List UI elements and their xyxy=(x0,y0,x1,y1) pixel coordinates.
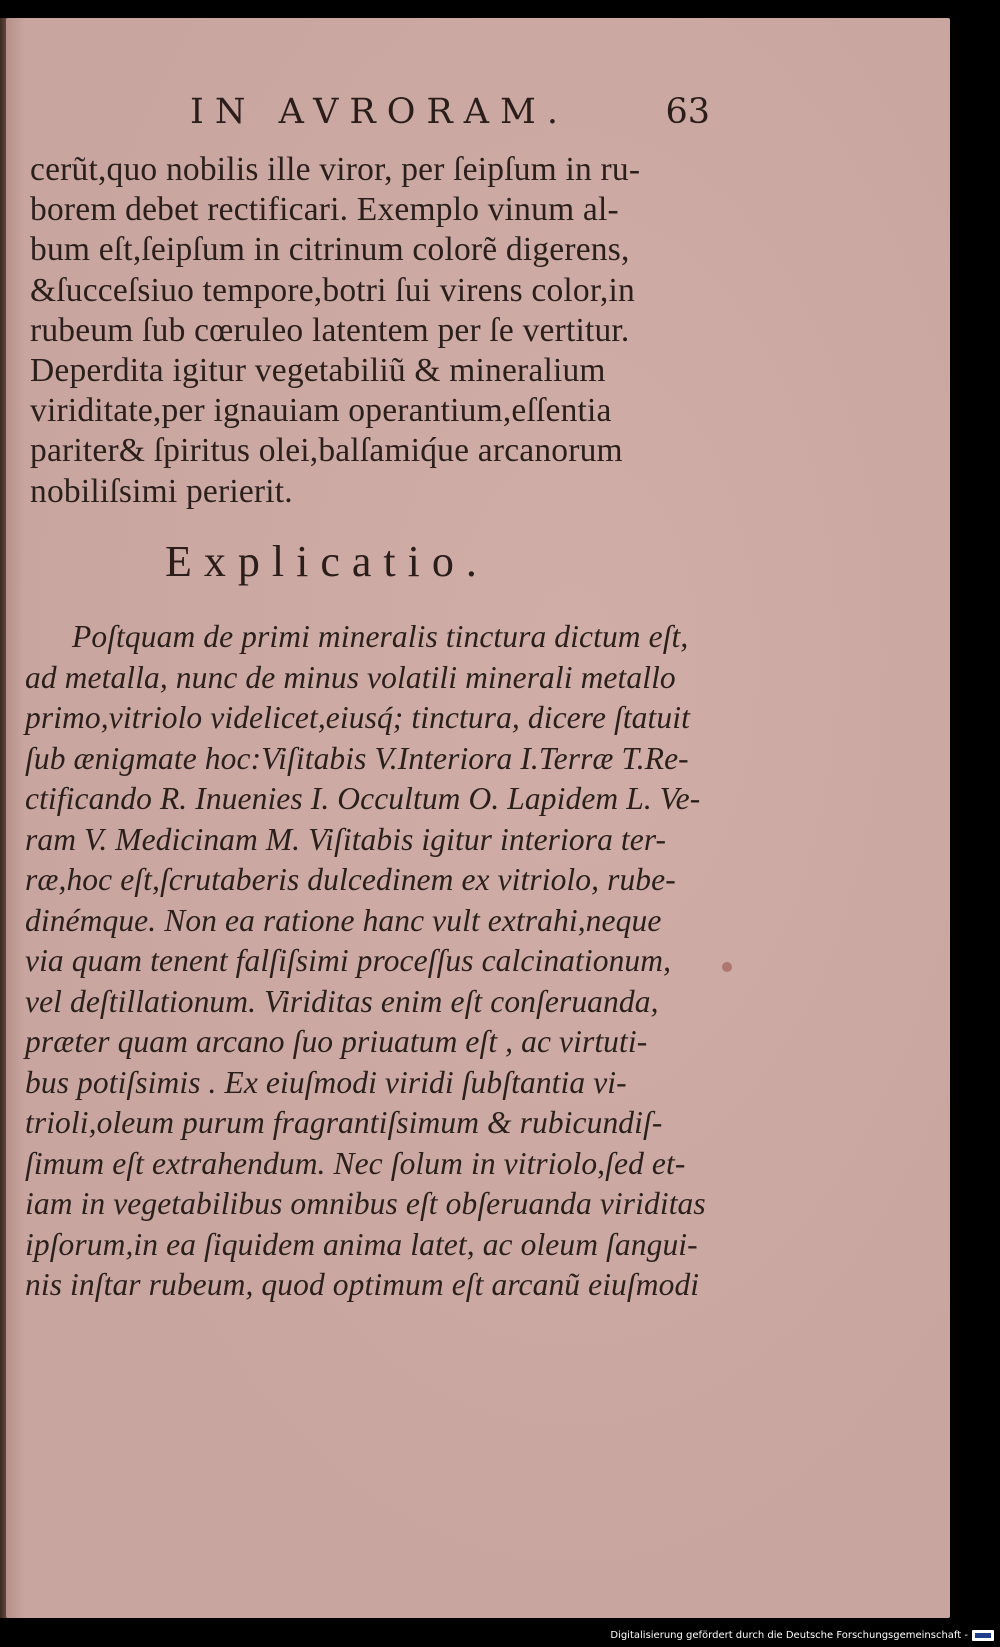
text-line: ræ,hoc eſt,ſcrutaberis dulcedinem ex vitriolo, rube- xyxy=(25,862,676,897)
text-line: præter quam arcano ſuo priuatum eſt , ac virtuti- xyxy=(25,1024,648,1059)
text-line: pariter& ſpiritus olei,balſamiq́ue arcanorum xyxy=(30,432,623,470)
text-line: ad metalla, nunc de minus volatili minerali metallo xyxy=(25,659,676,695)
running-title: IN AVRORAM. xyxy=(190,92,570,132)
text-line: borem debet rectificari. Exemplo vinum al- xyxy=(30,191,619,229)
text-line: bum eſt,ſeipſum in citrinum colorẽ digerens, xyxy=(30,231,630,269)
text-line: rubeum ſub cœruleo latentem per ſe vertitur. xyxy=(30,311,630,349)
text-line: nobiliſsimi perierit. xyxy=(30,472,293,510)
page-number: 63 xyxy=(665,92,710,132)
text-line: bus potiſsimis . Ex eiuſmodi viridi ſubſtantia vi- xyxy=(25,1064,627,1100)
text-line: nis inſtar rubeum, quod optimum eſt arcanũ eiuſmodi xyxy=(25,1267,700,1302)
text-line: primo,vitriolo videlicet,eiusq́; tinctura, dicere ſtatuit xyxy=(25,700,690,735)
text-line: ram V. Medicinam M. Viſitabis igitur interiora ter- xyxy=(25,821,667,857)
text-line: ipſorum,in ea ſiquidem anima latet, ac oleum ſangui- xyxy=(25,1226,698,1262)
credit-text: Digitalisierung gefördert durch die Deutsche Forschungsgemeinschaft - xyxy=(610,1629,968,1641)
main-text-block xyxy=(30,150,720,512)
dfg-logo-icon xyxy=(972,1630,994,1641)
text-line: trioli,oleum purum fragrantiſsimum & rubicundiſ- xyxy=(25,1105,663,1140)
text-line: iam in vegetabilibus omnibus eſt obſeruanda viriditas xyxy=(25,1186,706,1221)
section-heading: Explicatio. xyxy=(165,537,489,586)
text-line: ctificando R. Inuenies I. Occultum O. Lapidem L. Ve- xyxy=(25,781,701,816)
text-line: Deperdita igitur vegetabiliũ & mineralium xyxy=(30,352,606,390)
text-line: dinémque. Non ea ratione hanc vult extrahi,neque xyxy=(25,902,662,938)
text-line: via quam tenent falſiſsimi proceſſus calcinationum, xyxy=(25,943,672,978)
running-head xyxy=(190,92,710,136)
text-line: cerũt,quo nobilis ille viror, per ſeipſum in ru- xyxy=(30,151,641,188)
explicatio-text-block xyxy=(25,617,715,1306)
text-line: viriditate,per ignauiam operantium,eſſentia xyxy=(30,392,612,430)
text-line: ſimum eſt extrahendum. Nec ſolum in vitriolo,ſed et- xyxy=(25,1145,686,1181)
paper-stain xyxy=(722,962,732,972)
text-line: ſub ænigmate hoc:Viſitabis V.Interiora I.Terræ T.Re- xyxy=(25,740,689,776)
text-line: vel deſtillationum. Viriditas enim eſt conſeruanda, xyxy=(25,983,659,1019)
text-line: Poſtquam de primi mineralis tinctura dictum eſt, xyxy=(72,619,689,654)
digitization-credit xyxy=(610,1627,994,1643)
text-line: &ſucceſsiuo tempore,botri ſui virens color,in xyxy=(30,271,635,309)
